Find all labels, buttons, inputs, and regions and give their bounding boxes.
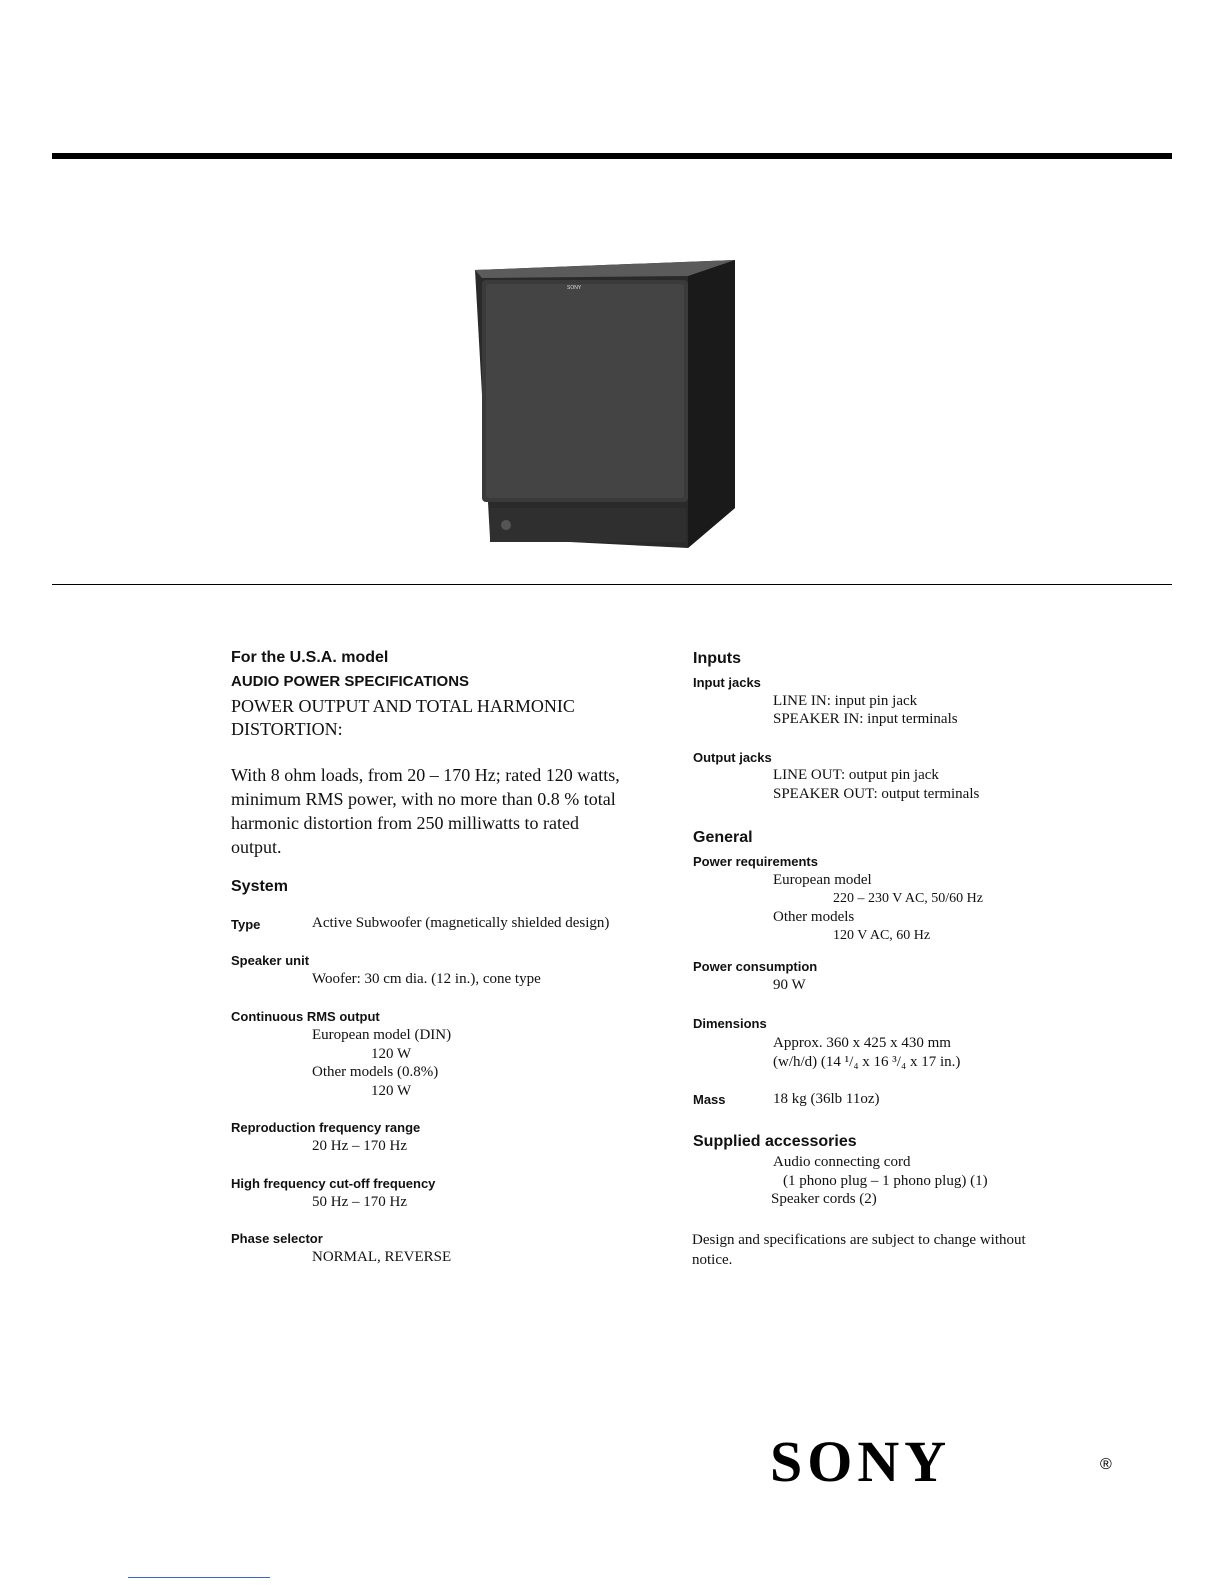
power-paragraph-line: minimum RMS power, with no more than 0.8 % total — [231, 789, 616, 809]
line-in-value: LINE IN: input pin jack — [773, 693, 918, 709]
system-heading: System — [231, 878, 288, 895]
power-req-label: Power requirements — [693, 854, 818, 869]
power-consumption-value: 90 W — [773, 977, 806, 993]
subwoofer-image — [470, 258, 750, 554]
general-heading: General — [693, 829, 753, 846]
output-jacks-label: Output jacks — [693, 750, 772, 765]
power-consumption-label: Power consumption — [693, 959, 818, 974]
rms-euro-model: European model (DIN) — [312, 1027, 452, 1043]
top-rule — [52, 153, 1172, 159]
inputs-heading: Inputs — [693, 650, 741, 667]
section-rule — [52, 584, 1172, 585]
repro-freq-label: Reproduction frequency range — [231, 1120, 421, 1135]
power-output-line2: DISTORTION: — [231, 719, 343, 739]
accessory-speaker-cords: Speaker cords (2) — [771, 1191, 877, 1207]
type-label: Type — [231, 917, 261, 932]
registered-mark: ® — [1100, 1456, 1112, 1473]
power-paragraph — [231, 763, 651, 859]
line-out-value: LINE OUT: output pin jack — [773, 767, 939, 783]
dimensions-label: Dimensions — [693, 1016, 767, 1031]
power-euro-model: European model — [773, 872, 872, 888]
power-other-models: Other models — [773, 909, 855, 925]
mass-label: Mass — [693, 1092, 726, 1107]
usa-model-heading: For the U.S.A. model — [231, 649, 389, 666]
power-euro-value: 220 – 230 V AC, 50/60 Hz — [833, 891, 983, 906]
rms-euro-value: 120 W — [371, 1046, 412, 1062]
footer-link-underline — [128, 1577, 270, 1578]
accessories-heading: Supplied accessories — [693, 1133, 857, 1150]
input-jacks-label: Input jacks — [693, 675, 761, 690]
notice-line2: notice. — [692, 1252, 733, 1268]
dimensions-imperial: (w/h/d) (14 ¹/₄ x 16 ³/₄ x 17 in.) — [773, 1054, 961, 1070]
speaker-unit-value: Woofer: 30 cm dia. (12 in.), cone type — [312, 971, 541, 987]
power-output-line1: POWER OUTPUT AND TOTAL HARMONIC — [231, 696, 575, 716]
repro-freq-value: 20 Hz – 170 Hz — [312, 1138, 407, 1154]
power-paragraph-line: harmonic distortion from 250 milliwatts to rated — [231, 813, 579, 833]
accessory-audio-cord-detail: (1 phono plug – 1 phono plug) (1) — [783, 1173, 988, 1189]
speaker-in-value: SPEAKER IN: input terminals — [773, 711, 958, 727]
speaker-unit-label: Speaker unit — [231, 953, 310, 968]
mass-value: 18 kg (36lb 11oz) — [773, 1091, 880, 1107]
rms-output-label: Continuous RMS output — [231, 1009, 380, 1024]
speaker-out-value: SPEAKER OUT: output terminals — [773, 786, 980, 802]
notice-line1: Design and specifications are subject to change without — [692, 1232, 1026, 1248]
cutoff-freq-label: High frequency cut-off frequency — [231, 1176, 436, 1191]
rms-other-models: Other models (0.8%) — [312, 1064, 439, 1080]
cutoff-freq-value: 50 Hz – 170 Hz — [312, 1194, 407, 1210]
power-other-value: 120 V AC, 60 Hz — [833, 928, 931, 943]
power-paragraph-line: With 8 ohm loads, from 20 – 170 Hz; rated 120 watts, — [231, 765, 620, 785]
phase-selector-label: Phase selector — [231, 1231, 323, 1246]
type-value: Active Subwoofer (magnetically shielded design) — [312, 915, 610, 931]
grille-logo: SONY — [567, 285, 582, 291]
phase-selector-value: NORMAL, REVERSE — [312, 1249, 452, 1265]
power-paragraph-line: output. — [231, 837, 282, 857]
audio-power-heading: AUDIO POWER SPECIFICATIONS — [231, 673, 470, 690]
rms-other-value: 120 W — [371, 1083, 412, 1099]
accessory-audio-cord: Audio connecting cord — [773, 1154, 911, 1170]
sony-logo: SONY — [770, 1429, 952, 1494]
dimensions-metric: Approx. 360 x 425 x 430 mm — [773, 1035, 951, 1051]
